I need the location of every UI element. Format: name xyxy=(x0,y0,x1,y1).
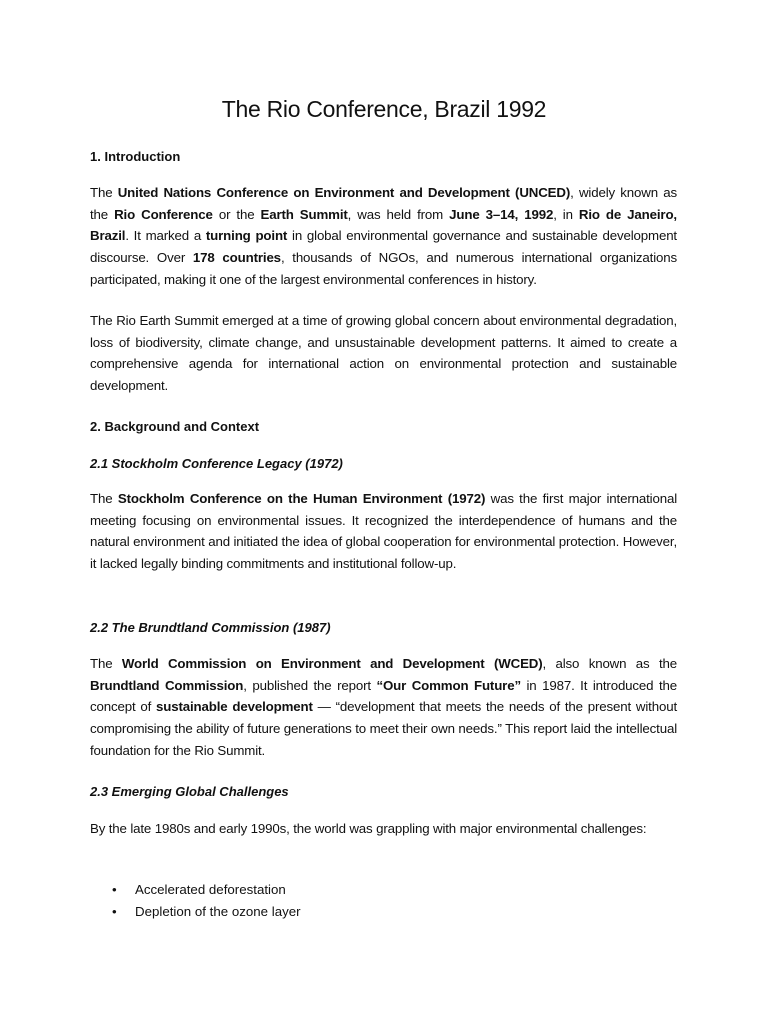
subsection-heading-brundtland: 2.2 The Brundtland Commission (1987) xyxy=(90,620,331,635)
list-item-text: Depletion of the ozone layer xyxy=(135,904,301,919)
text-run: The xyxy=(90,491,118,506)
text-run: The xyxy=(90,656,122,671)
list-item xyxy=(90,901,677,923)
bold-text: Rio Conference xyxy=(114,206,213,222)
bold-text: “Our Common Future” xyxy=(376,677,521,693)
text-run: — “development that meets the needs of the present without compromising the ability of future generations to meet their own needs.” This report laid the intellectual foundation for the Rio Summit. xyxy=(90,699,677,758)
challenges-paragraph xyxy=(90,818,677,840)
brundtland-paragraph xyxy=(90,653,677,762)
bold-text: 178 countries xyxy=(192,250,281,266)
subsection-heading-stockholm: 2.1 Stockholm Conference Legacy (1972) xyxy=(90,456,343,471)
list-item-text: Accelerated deforestation xyxy=(135,882,286,897)
section-heading-introduction: 1. Introduction xyxy=(90,149,181,164)
text-run: in 1987. It introduced the concept of xyxy=(90,677,678,715)
text-run: The xyxy=(90,185,118,200)
bold-text: Earth Summit xyxy=(260,206,348,222)
subsection-heading-challenges: 2.3 Emerging Global Challenges xyxy=(90,784,289,799)
bold-text: turning point xyxy=(205,228,288,244)
text-run: , widely known as the xyxy=(90,185,677,222)
text-run: The Rio Earth Summit emerged at a time of growing global concern about environmental degradation, loss of biodiversity, climate change, and unsustainable development patterns. It aimed to create a comprehensive agenda for international action on environmental protection and sustainable development. xyxy=(90,313,677,394)
text-run: , also known as the xyxy=(542,656,677,671)
stockholm-paragraph xyxy=(90,488,677,575)
text-run: . It marked a xyxy=(125,228,206,244)
text-run: , thousands of NGOs, and numerous international organizations participated, making it one of the largest environmental conferences in history. xyxy=(90,250,678,287)
bold-text: United Nations Conference on Environment and Development (UNCED) xyxy=(117,185,571,200)
bullet-icon: • xyxy=(112,882,117,897)
text-run: , was held from xyxy=(347,206,450,222)
text-run: By the late 1980s and early 1990s, the world was grappling with major environmental challenges: xyxy=(90,821,647,836)
bold-text: Rio de Janeiro, Brazil xyxy=(90,206,677,244)
text-run: or the xyxy=(212,206,261,222)
challenges-list xyxy=(90,879,677,923)
bold-text: Stockholm Conference on the Human Environment (1972) xyxy=(117,491,486,506)
text-run: , in xyxy=(553,206,579,222)
bold-text: June 3–14, 1992 xyxy=(449,206,554,222)
intro-paragraph-1 xyxy=(90,182,677,291)
intro-paragraph-2 xyxy=(90,310,677,397)
bullet-icon: • xyxy=(112,904,117,919)
bold-text: Brundtland Commission xyxy=(90,677,244,693)
text-run: , published the report xyxy=(243,677,377,693)
text-run: was the first major international meeting focusing on environmental issues. It recognized the interdependence of humans and the natural environment and initiated the idea of global cooperation for environmental protection. However, it lacked legally binding commitments and institutional follow-up. xyxy=(90,491,677,572)
list-item xyxy=(90,879,677,901)
section-heading-background: 2. Background and Context xyxy=(90,419,260,434)
document-title: The Rio Conference, Brazil 1992 xyxy=(221,96,547,122)
text-run: in global environmental governance and sustainable development discourse. Over xyxy=(90,228,677,266)
bold-text: sustainable development xyxy=(156,699,313,715)
bold-text: World Commission on Environment and Development (WCED) xyxy=(121,656,543,671)
